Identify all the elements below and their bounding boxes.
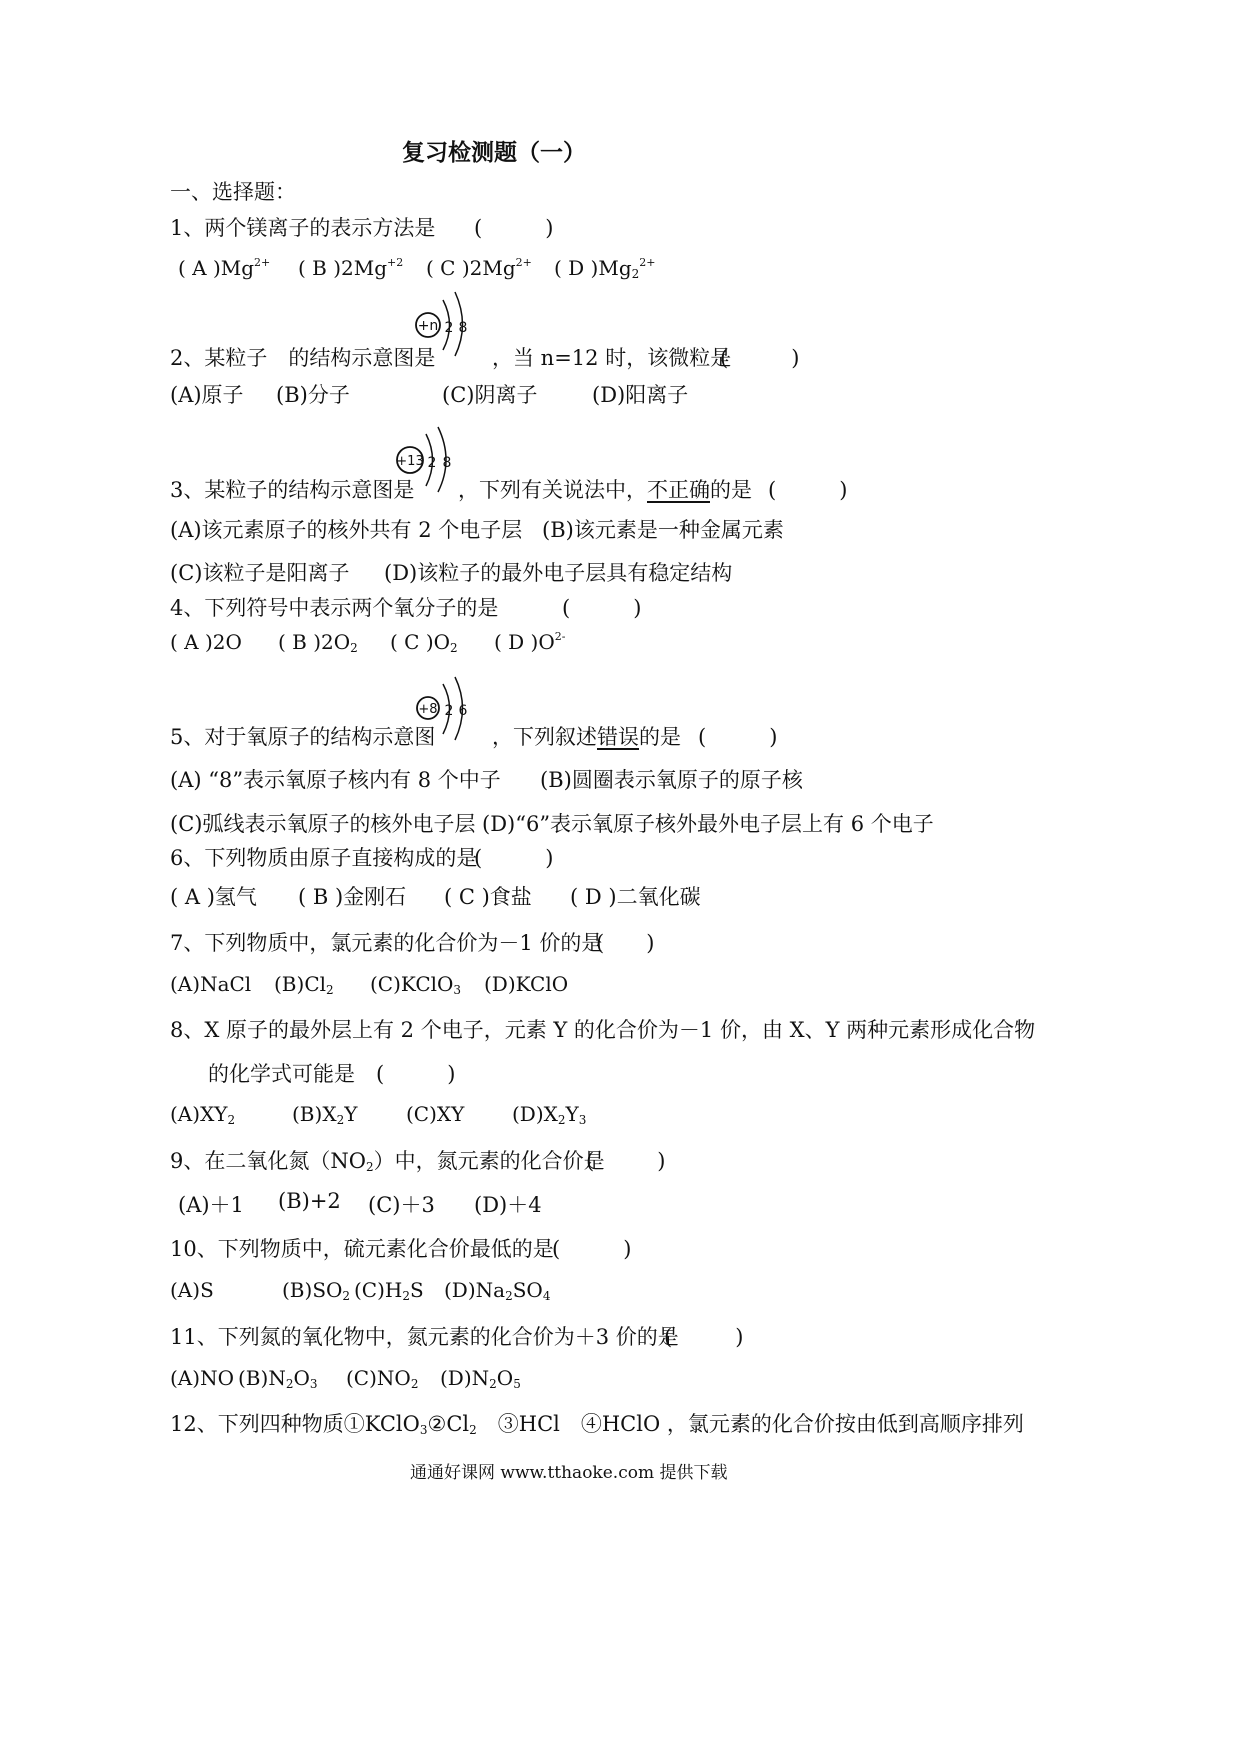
q5-stem-b-line <box>492 721 681 751</box>
q5-option-c: (C)弧线表示氧原子的核外电子层 <box>170 812 476 836</box>
q8-option-b: $(B)X_2Y$ <box>292 1102 358 1127</box>
q2-stem-b: ，当 n=12 时，该微粒是 <box>492 346 732 370</box>
q3-blank: ( ) <box>768 478 848 502</box>
q3-stem-c: 的是 <box>710 478 752 502</box>
q9-option-b: (B)+2 <box>278 1189 341 1213</box>
q6-option-d: ( D )二氧化碳 <box>570 885 701 909</box>
q1-option-c: ( C )$2Mg^{2+}$ <box>426 256 532 280</box>
q1-stem: 1、两个镁离子的表示方法是 <box>170 216 436 240</box>
q8-option-d: $(D)X_2Y_3$ <box>512 1102 587 1127</box>
q7-option-c: (C)KClO$_3$ <box>370 972 462 997</box>
q3-option-b: (B)该元素是一种金属元素 <box>542 518 784 542</box>
q5-stem-a: 5、对于氧原子的结构示意图 <box>170 725 436 749</box>
q3-shell-1-electrons: 2 <box>427 455 437 471</box>
page-title: 复习检测题（一） <box>402 140 586 166</box>
q5-option-b: (B)圆圈表示氧原子的原子核 <box>540 768 803 792</box>
q10-option-a: (A)S <box>170 1278 214 1302</box>
q9-option-d: (D)＋4 <box>474 1193 542 1217</box>
q5-shell-2-electrons: 6 <box>458 703 468 719</box>
section-heading: 一、选择题： <box>170 180 296 204</box>
q8-blank: ( ) <box>376 1062 456 1086</box>
q3-option-a: (A)该元素原子的核外共有 2 个电子层 <box>170 518 523 542</box>
q3-stem-a: 3、某粒子的结构示意图是 <box>170 478 415 502</box>
q6-blank: ( ) <box>474 846 554 870</box>
q11-option-c: $(C)NO_2$ <box>346 1366 419 1391</box>
q5-blank: ( ) <box>698 725 778 749</box>
q10-option-d: $(D)Na_2SO_4$ <box>444 1278 551 1303</box>
q9-blank: ( ) <box>586 1149 666 1173</box>
q2-option-d: (D)阳离子 <box>592 383 689 407</box>
q5-option-d: (D)“6”表示氧原子核外最外电子层上有 6 个电子 <box>482 812 934 836</box>
q2-shell-1-electrons: 2 <box>444 320 454 336</box>
q11-option-b: $(B)N_2O_3$ <box>238 1366 318 1391</box>
q5-nucleus-charge: +8 <box>418 702 438 717</box>
q2-nucleus-charge: +n <box>417 318 439 334</box>
q6-option-b: ( B )金刚石 <box>298 885 407 909</box>
q1-option-a: ( A )$Mg^{2+}$ <box>178 256 271 280</box>
q4-stem: 4、下列符号中表示两个氧分子的是 <box>170 596 499 620</box>
q4-blank: ( ) <box>562 596 642 620</box>
q6-option-c: ( C )食盐 <box>444 885 532 909</box>
q5-stem-underlined: 错误 <box>597 725 639 749</box>
q12-stem: 12、下列四种物质$①KClO_3②Cl_2$ ③HCl ④HClO ，氯元素的化合价按由低到高顺序排列 <box>170 1412 1024 1437</box>
q1-option-d: ( D )$Mg_2^{2+}$ <box>554 256 656 281</box>
q11-stem: 11、下列氮的氧化物中，氮元素的化合价为＋3 价的是 <box>170 1325 679 1349</box>
q7-blank: ( ) <box>596 931 655 955</box>
q6-option-a: ( A )氢气 <box>170 885 257 909</box>
q8-option-c: (C)XY <box>406 1102 465 1126</box>
q9-stem: 9、在二氧化氮$(NO_2)$中，氮元素的化合价是 <box>170 1149 605 1174</box>
q6-stem: 6、下列物质由原子直接构成的是 <box>170 846 478 870</box>
q8-stem-line-2: 的化学式可能是 <box>208 1062 355 1086</box>
q5-stem-b: ，下列叙述 <box>492 725 597 749</box>
q8-option-a: $(A)XY_2$ <box>170 1102 236 1127</box>
q4-option-a: ( A )2O <box>170 630 242 654</box>
q10-option-b: $(B)SO_2$ <box>282 1278 351 1303</box>
q2-option-b: (B)分子 <box>276 383 350 407</box>
q7-stem: 7、下列物质中，氯元素的化合价为－1 价的是 <box>170 931 603 955</box>
q5-shell-1-electrons: 2 <box>444 703 454 719</box>
q5-option-a: (A) “8”表示氧原子核内有 8 个中子 <box>170 768 501 792</box>
q3-stem-b-line <box>458 474 752 504</box>
q3-stem-underlined: 不正确 <box>647 478 710 502</box>
q10-blank: ( ) <box>552 1237 632 1261</box>
q1-blank: ( ) <box>474 216 554 240</box>
q7-option-b: $(B)Cl_2$ <box>274 972 334 997</box>
q10-stem: 10、下列物质中，硫元素化合价最低的是 <box>170 1237 554 1261</box>
q2-blank: ( ) <box>720 346 800 370</box>
q2-option-c: (C)阴离子 <box>442 383 538 407</box>
q5-stem-c: 的是 <box>639 725 681 749</box>
q11-blank: ( ) <box>664 1325 744 1349</box>
footer-source-note: 通通好课网 www.tthaoke.com 提供下载 <box>410 1463 728 1483</box>
q4-option-b: ( B )$2O_2$ <box>278 630 358 655</box>
q8-stem: 8、X 原子的最外层上有 2 个电子，元素 Y 的化合价为－1 价，由 X、Y 两种元素形成化合物 <box>170 1018 1036 1042</box>
q4-option-c: ( C )$O_2$ <box>390 630 458 655</box>
q3-option-d: (D)该粒子的最外电子层具有稳定结构 <box>384 561 733 585</box>
q9-option-c: (C)＋3 <box>368 1193 435 1217</box>
q11-option-a: (A)NO <box>170 1366 234 1390</box>
q10-option-c: $(C)H_2S$ <box>354 1278 424 1303</box>
q9-option-a: (A)＋1 <box>178 1193 244 1217</box>
q3-nucleus-charge: +13 <box>396 454 424 469</box>
q2-option-a: (A)原子 <box>170 383 244 407</box>
q3-stem-b: ，下列有关说法中， <box>458 478 647 502</box>
q3-shell-2-electrons: 8 <box>442 455 452 471</box>
q2-shell-2-electrons: 8 <box>458 320 468 336</box>
q1-option-b: ( B )$2Mg^{+2}$ <box>298 256 404 280</box>
q3-option-c: (C)该粒子是阳离子 <box>170 561 350 585</box>
q7-option-a: (A)NaCl <box>170 972 252 996</box>
q4-option-d: ( D )$O^{2-}$ <box>494 630 566 654</box>
q2-stem-a: 2、某粒子 的结构示意图是 <box>170 346 436 370</box>
q7-option-d: (D)KClO <box>484 972 569 996</box>
q11-option-d: $(D)N_2O_5$ <box>440 1366 521 1391</box>
